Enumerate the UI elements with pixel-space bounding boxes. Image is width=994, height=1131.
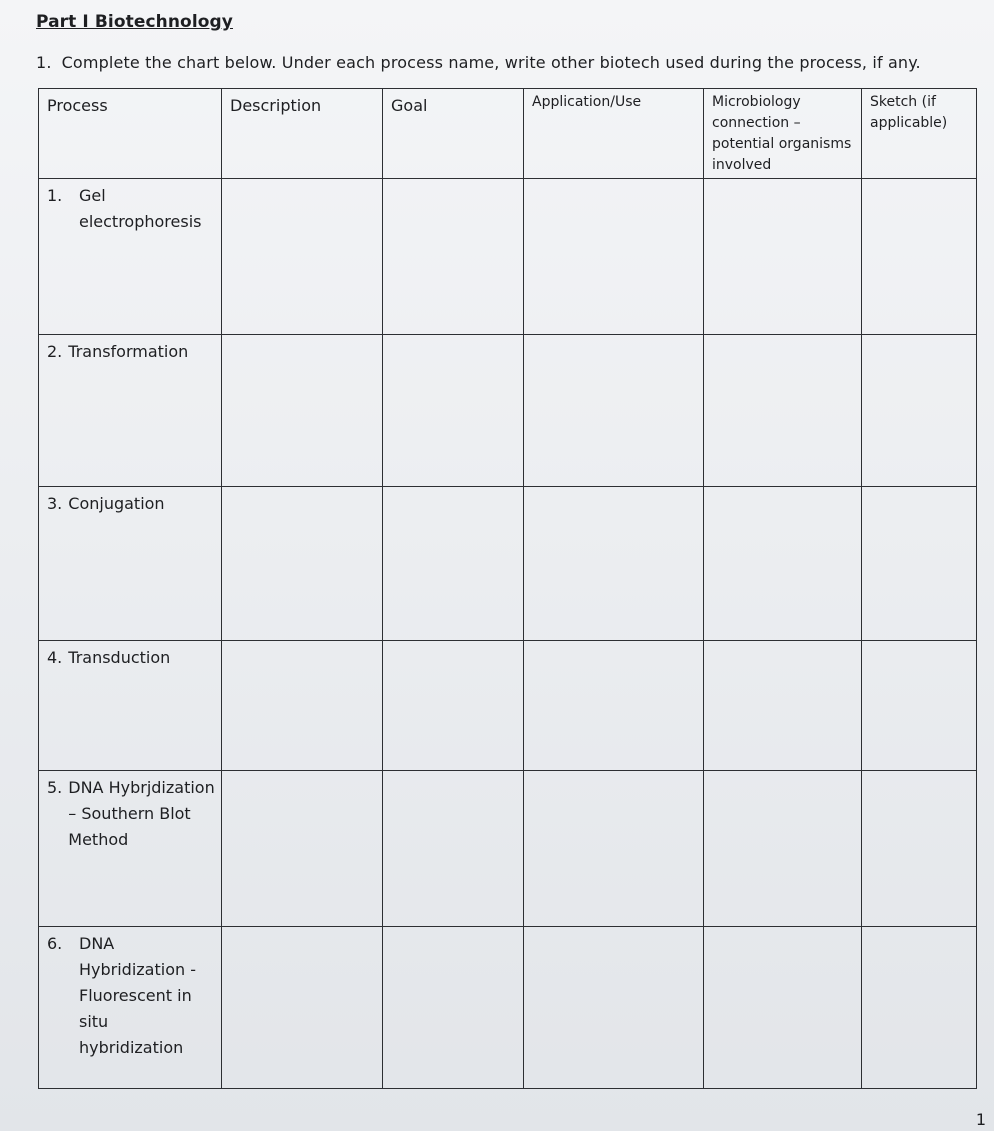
goal-cell[interactable] xyxy=(383,771,524,927)
process-label: Transduction xyxy=(68,648,171,667)
process-number: 1. xyxy=(47,186,63,205)
sketch-cell[interactable] xyxy=(862,927,977,1089)
process-number: 6. xyxy=(47,934,63,953)
process-cell xyxy=(39,641,222,771)
process-number: 4. xyxy=(47,648,63,667)
description-cell[interactable] xyxy=(222,641,383,771)
sketch-cell[interactable] xyxy=(862,335,977,487)
page-number: 1 xyxy=(975,1110,986,1129)
goal-cell[interactable] xyxy=(383,641,524,771)
process-label: Transformation xyxy=(68,342,189,361)
process-number: 5. xyxy=(47,778,63,797)
application-cell[interactable] xyxy=(524,179,704,335)
header-application: Application/Use xyxy=(524,89,704,179)
biotech-chart xyxy=(38,88,977,1089)
goal-cell[interactable] xyxy=(383,335,524,487)
microbiology-cell[interactable] xyxy=(704,771,862,927)
instruction-number: 1. xyxy=(36,53,52,72)
application-cell[interactable] xyxy=(524,487,704,641)
table-row xyxy=(39,487,977,641)
description-cell[interactable] xyxy=(222,335,383,487)
sketch-cell[interactable] xyxy=(862,771,977,927)
process-cell xyxy=(39,179,222,335)
table-row xyxy=(39,927,977,1089)
process-cell xyxy=(39,335,222,487)
process-cell xyxy=(39,487,222,641)
process-cell xyxy=(39,771,222,927)
goal-cell[interactable] xyxy=(383,179,524,335)
description-cell[interactable] xyxy=(222,179,383,335)
description-cell[interactable] xyxy=(222,927,383,1089)
application-cell[interactable] xyxy=(524,641,704,771)
goal-cell[interactable] xyxy=(383,487,524,641)
application-cell[interactable] xyxy=(524,335,704,487)
microbiology-cell[interactable] xyxy=(704,335,862,487)
table-row xyxy=(39,641,977,771)
description-cell[interactable] xyxy=(222,771,383,927)
header-row xyxy=(39,89,977,179)
process-label: DNA Hybrjdization – Southern Blot Method xyxy=(68,778,215,849)
header-goal: Goal xyxy=(383,89,524,179)
table-row xyxy=(39,179,977,335)
header-microbiology: Microbiology connection – potential organisms involved xyxy=(704,89,862,179)
microbiology-cell[interactable] xyxy=(704,179,862,335)
table-row xyxy=(39,771,977,927)
process-label: Gel electrophoresis xyxy=(79,186,202,231)
process-number: 3. xyxy=(47,494,63,513)
header-description: Description xyxy=(222,89,383,179)
microbiology-cell[interactable] xyxy=(704,487,862,641)
instruction-text: Complete the chart below. Under each process name, write other biotech used during the process, if any. xyxy=(61,53,921,72)
process-cell xyxy=(39,927,222,1089)
table-row xyxy=(39,335,977,487)
process-label: DNA Hybridization - Fluorescent in situ hybridization xyxy=(79,934,196,1057)
description-cell[interactable] xyxy=(222,487,383,641)
sketch-cell[interactable] xyxy=(862,641,977,771)
application-cell[interactable] xyxy=(524,771,704,927)
application-cell[interactable] xyxy=(524,927,704,1089)
part-title: Part I Biotechnology xyxy=(36,12,233,32)
goal-cell[interactable] xyxy=(383,927,524,1089)
sketch-cell[interactable] xyxy=(862,487,977,641)
sketch-cell[interactable] xyxy=(862,179,977,335)
header-process: Process xyxy=(39,89,222,179)
microbiology-cell[interactable] xyxy=(704,927,862,1089)
microbiology-cell[interactable] xyxy=(704,641,862,771)
process-number: 2. xyxy=(47,342,63,361)
instruction xyxy=(36,53,921,72)
header-sketch: Sketch (if applicable) xyxy=(862,89,977,179)
process-label: Conjugation xyxy=(68,494,165,513)
